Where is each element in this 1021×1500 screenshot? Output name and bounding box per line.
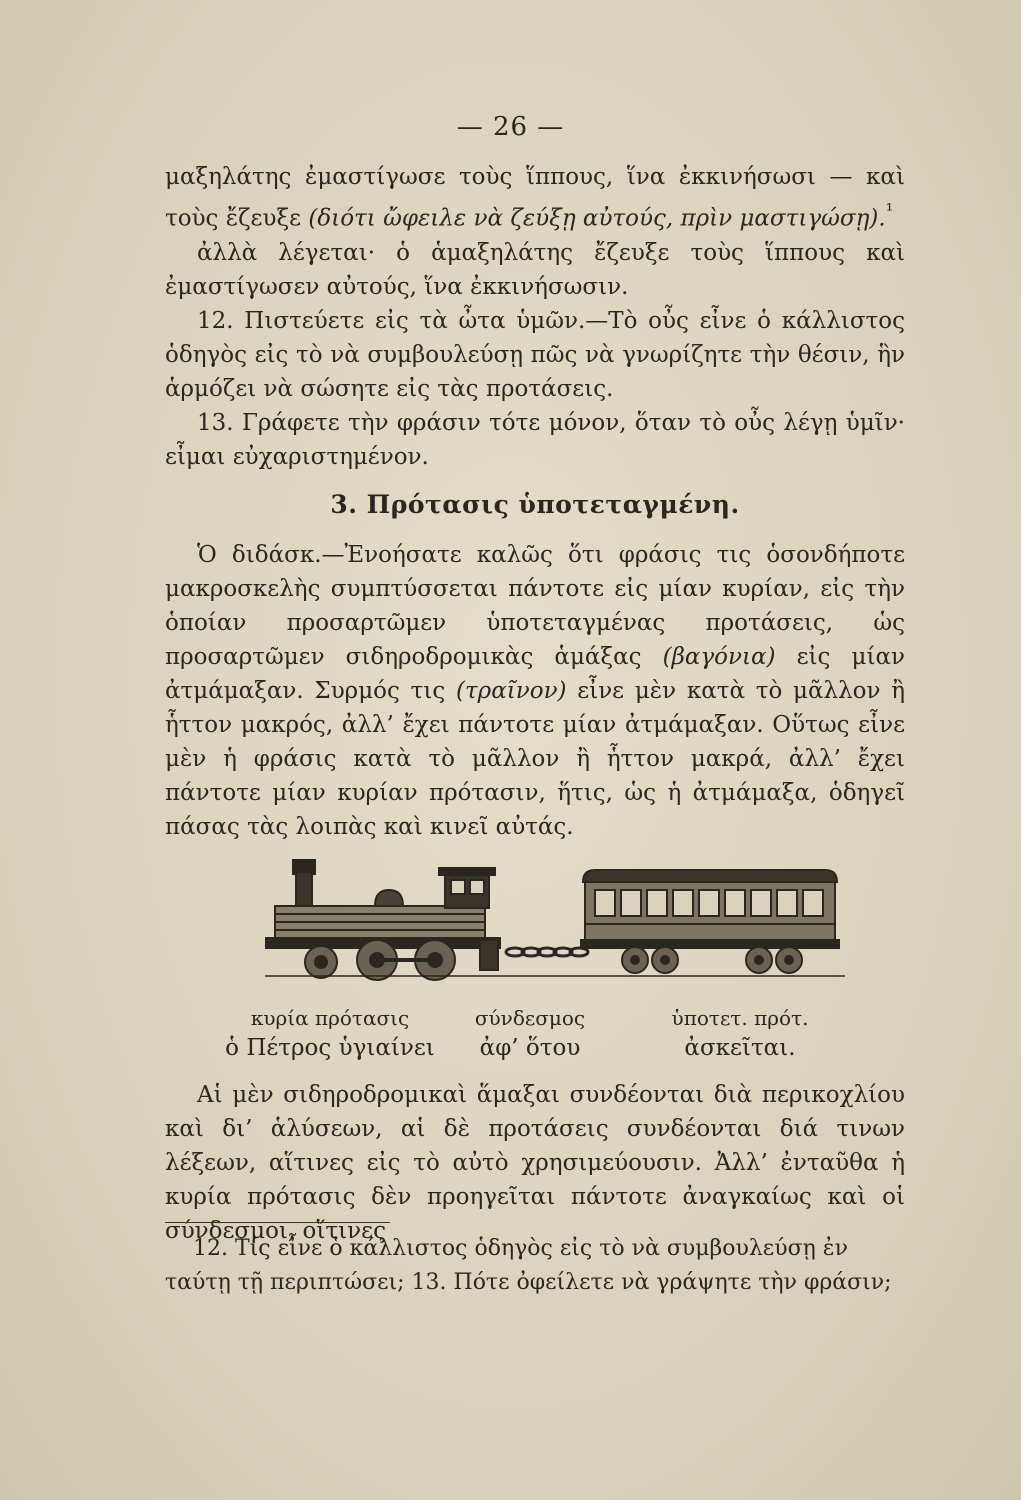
text-run: Ὁ διδάσκ.—Ἐνοήσατε καλῶς ὅτι φράσις τις ὁσονδήποτε μακροσκελὴς συμπτύσσεται πάντοτε εἰς μίαν κυρίαν, εἰς τὴν ὁποίαν προσαρτῶμεν ὑποτεταγμένας προτάσεις, ὡς προσαρτῶμεν σιδηροδρομικὰς ἁμάξας xyxy=(165,541,905,670)
text-line: ἔζευξε xyxy=(225,205,309,232)
caption-text: ἀφ’ ὅτου xyxy=(479,1035,581,1061)
caption-conjunction xyxy=(460,1003,600,1063)
locomotive xyxy=(265,860,500,980)
text-line: μαξηλάτης ἐμαστίγωσε τοὺς ἵππους, ἵνα ἐκκινήσωσι — καὶ τοὺς xyxy=(165,164,905,232)
rule-13: 13. Γράφετε τὴν φράσιν τότε μόνον, ὅταν τὸ οὖς λέγῃ ὑμῖν· εἶμαι εὐχαριστημένον. xyxy=(165,409,905,470)
caption-subordinate-clause xyxy=(640,1003,840,1063)
italic-term: (τραῖνον) xyxy=(455,677,567,704)
footnote xyxy=(165,1232,905,1300)
paragraph: Αἱ μὲν σιδηροδρομικαὶ ἅμαξαι συνδέονται διὰ περικοχλίου καὶ δι’ ἁλύσεων, αἱ δὲ προτάσεις συνδέονται διά τινων λέξεων, αἵτινες εἰς τὸ αὐτὸ χρησιμεύουσιν. Ἀλλ’ ἐνταῦθα ἡ κυρία πρότασις δὲν προηγεῖται πάντοτε ἀναγκαίως καὶ οἱ σύνδεσμοι, οἵτινες xyxy=(165,1082,905,1244)
italic-term: (βαγόνια) xyxy=(662,643,776,670)
caption-label: σύνδεσμος xyxy=(474,1006,586,1030)
main-text xyxy=(165,160,905,844)
coupling-chain xyxy=(506,948,588,956)
text-run: εἶνε μὲν κατὰ τὸ μᾶλλον ἢ ἧττον μακρός, ἀλλ’ ἔχει πάντοτε μίαν ἀτμάμαξαν. Οὕτως εἶνε μὲν ἡ φράσις κατὰ τὸ μᾶλλον ἢ ἧττον μακρά, ἀλλ’ ἔχει πάντοτε μίαν κυρίαν πρότασιν, ἥτις, ὡς ἡ ἀτμάμαξα, ὁδηγεῖ πάσας τὰς λοιπὰς καὶ κινεῖ αὐτάς. xyxy=(165,677,905,840)
caption-text: ἀσκεῖται. xyxy=(684,1035,796,1061)
section-heading: 3. Πρότασις ὑποτεταγμένη. xyxy=(330,489,740,519)
footnote-text: 12. Τίς εἶνε ὁ κάλλιστος ὁδηγὸς εἰς τὸ νὰ συμβουλεύσῃ ἐν ταύτῃ τῇ περιπτώσει; 13. Πότε ὀφείλετε νὰ γράψητε τὴν φράσιν; xyxy=(165,1236,892,1295)
main-paragraph xyxy=(165,538,905,844)
page-number: — 26 — xyxy=(456,112,565,142)
railway-carriage xyxy=(581,870,839,973)
italic-note: (διότι ὤφειλε νὰ ζεύξῃ αὐτούς, πρὶν μαστιγώσῃ). xyxy=(308,205,886,232)
rule-12: 12. Πιστεύετε εἰς τὰ ὦτα ὑμῶν.—Τὸ οὖς εἶνε ὁ κάλλιστος ὁδηγὸς εἰς τὸ νὰ συμβουλεύσῃ πῶς νὰ γνωρίζητε τὴν θέσιν, ἣν ἁρμόζει νὰ σώσητε εἰς τὰς προτάσεις. xyxy=(165,307,905,402)
paragraph-continuation xyxy=(165,160,905,236)
footnote-rule xyxy=(165,1222,390,1223)
caption-label: κυρία πρότασις xyxy=(250,1006,410,1030)
paragraph: ἀλλὰ λέγεται· ὁ ἁμαξηλάτης ἔζευξε τοὺς ἵππους καὶ ἐμαστίγωσεν αὐτούς, ἵνα ἐκκινήσωσιν. xyxy=(165,239,905,300)
footnote-mark: ¹ xyxy=(885,199,894,222)
caption-label: ὑποτετ. πρότ. xyxy=(671,1006,809,1030)
train-illustration xyxy=(265,848,845,998)
caption-main-clause xyxy=(220,1003,440,1063)
caption-text: ὁ Πέτρος ὑγιαίνει xyxy=(225,1035,435,1061)
text-run: εἰς μίαν ἀτμάμαξαν. Συρμός τις xyxy=(165,643,905,704)
